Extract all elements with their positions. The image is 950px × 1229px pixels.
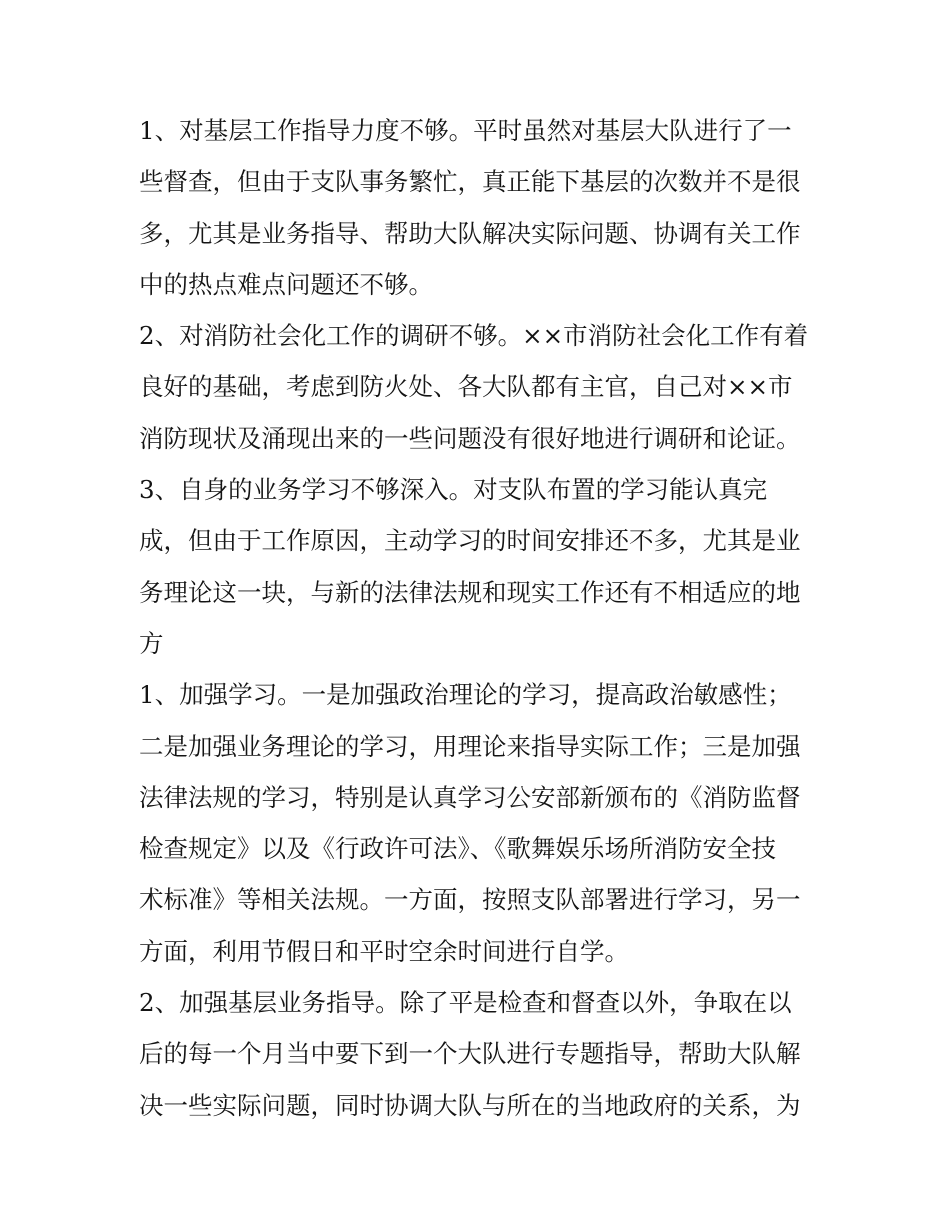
text-line: 术标准》等相关法规。一方面，按照支队部署进行学习，另一 [139, 885, 801, 915]
text-line: 务理论这一块，与新的法律法规和现实工作还有不相适应的地 [139, 577, 801, 607]
document-body [139, 105, 819, 1131]
text-line: 1、加强学习。一是加强政治理论的学习，提高政治敏感性； [139, 680, 792, 710]
text-line: 检查规定》以及《行政许可法》、《歌舞娱乐场所消防安全技 [139, 834, 776, 864]
text-line: 后的每一个月当中要下到一个大队进行专题指导，帮助大队解 [139, 1039, 801, 1069]
text-line: 3、自身的业务学习不够深入。对支队布置的学习能认真完 [139, 475, 768, 505]
text-line: 2、对消防社会化工作的调研不够。××市消防社会化工作有着 [139, 321, 809, 351]
text-line: 良好的基础，考虑到防火处、各大队都有主官，自己对××市 [139, 372, 793, 402]
text-line: 二是加强业务理论的学习，用理论来指导实际工作；三是加强 [139, 731, 801, 761]
text-line: 消防现状及涌现出来的一些问题没有很好地进行调研和论证。 [139, 423, 801, 453]
text-line: 多，尤其是业务指导、帮助大队解决实际问题、协调有关工作 [139, 218, 801, 248]
text-line: 法律法规的学习，特别是认真学习公安部新颁布的《消防监督 [139, 782, 801, 812]
text-line: 中的热点难点问题还不够。 [139, 269, 433, 299]
text-line: 成，但由于工作原因，主动学习的时间安排还不多，尤其是业 [139, 526, 801, 556]
text-line: 2、加强基层业务指导。除了平是检查和督查以外，争取在以 [139, 988, 792, 1018]
text-line: 方 [139, 628, 164, 658]
text-line: 决一些实际问题，同时协调大队与所在的当地政府的关系，为 [139, 1090, 801, 1120]
text-line: 1、对基层工作指导力度不够。平时虽然对基层大队进行了一 [139, 116, 792, 145]
text-line: 方面，利用节假日和平时空余时间进行自学。 [139, 936, 629, 966]
text-line: 些督查，但由于支队事务繁忙，真正能下基层的次数并不是很 [139, 167, 801, 197]
